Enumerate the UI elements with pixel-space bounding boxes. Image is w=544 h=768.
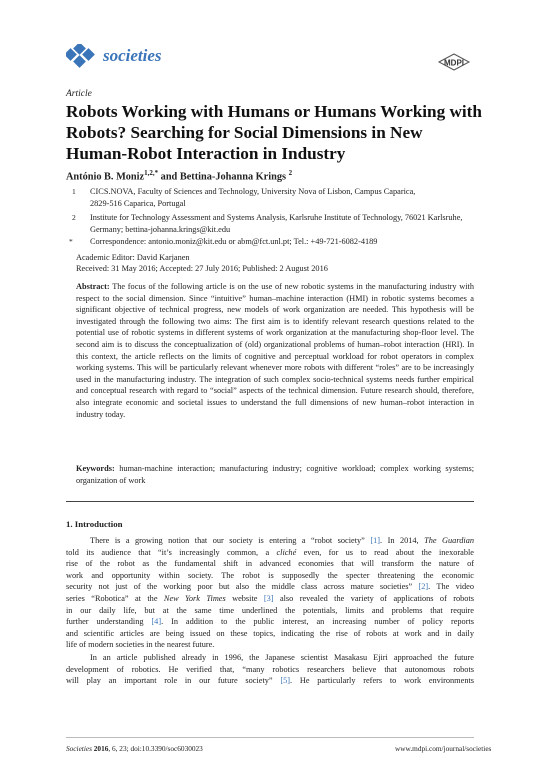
author-affiliation-mark: 1,2,* — [144, 169, 159, 177]
mdpi-logo-icon — [437, 52, 471, 73]
footer-url[interactable]: www.mdpi.com/journal/societies — [395, 744, 492, 753]
author-affiliation-mark: 2 — [288, 169, 293, 177]
affiliation-text: CICS.NOVA, Faculty of Sciences and Technology, University Nova of Lisbon, Campus Caparica, 2829-516 Caparica, Portugal — [90, 187, 416, 208]
citation-link[interactable]: [5] — [280, 676, 291, 686]
citation-link[interactable]: [2] — [418, 582, 429, 592]
author-separator: and — [158, 171, 180, 183]
abstract-label: Abstract: — [76, 282, 110, 291]
footer-citation: Societies 2016, 6, 23; doi:10.3390/soc6030023 — [66, 744, 203, 753]
abstract — [76, 281, 474, 420]
citation-link[interactable]: [3] — [263, 593, 274, 603]
section-divider — [66, 501, 474, 502]
journal-name: societies — [103, 46, 162, 65]
author-list — [66, 169, 292, 182]
intro-paragraph: In an article published already in 1996, the Japanese scientist Masakasu Ejiri approached the future development of robotics. He verified that, “many robotics researchers believe that autonomous robots will play an important role in our future society” [5]. He particularly refers to work environments — [66, 653, 475, 686]
affiliation-mark: 2 — [72, 213, 76, 222]
paper-title: Robots Working with Humans or Humans Working with Robots? Searching for Social Dimensions in New Human-Robot Interaction in Industry — [66, 102, 482, 163]
keywords-label: Keywords: — [76, 464, 115, 473]
journal-logo-icon — [66, 44, 98, 70]
affiliation-mark: * — [69, 237, 73, 246]
academic-editor: Academic Editor: David Karjanen — [76, 253, 190, 262]
affiliation-mark: 1 — [72, 187, 76, 196]
citation-link[interactable]: [4] — [151, 617, 162, 627]
publication-dates: Received: 31 May 2016; Accepted: 27 July 2016; Published: 2 August 2016 — [76, 264, 328, 273]
author-name: Bettina-Johanna Krings — [179, 171, 286, 183]
abstract-text: The focus of the following article is on the use of new robotic systems in the manufacturing industry with respect to the social dimension. Since “intuitive” human–machine interaction (HMI) in robotic systems becomes a significant objective of technical progress, new models of work organization are needed. This hypothesis will be investigated through the following two aims: The first aim is to identify relevant research questions related to the potential use of robotic systems in different systems of work organization at the manufacturing shop-floor level. The second aim is to discuss the conceptualization of (old) organizational problems of human–robot interaction (HRI). In this context, the article reflects on the limits of cognitive and perceptual workload for robot operators in complex working systems. This will be particularly relevant whenever more robots with different “roles” are to be increasingly used in the manufacturing industry. The integration of such complex socio-technical systems needs further empirical and conceptual research with regard to “social” aspects of the technical dimension. Future research should, therefore, also integrate economic and societal issues to understand the full dimensions of new human–robot interaction in industry today. — [76, 282, 474, 419]
intro-paragraph: There is a growing notion that our society is entering a “robot society” [1]. In 2014, The Guardian told its audience that “it’s increasingly common, a cliché even, for us to read about the inexorable rise of the robot as the fundamental shift in advanced economies that will transform the nature of work and opportunity within society. The robot is supposedly the specter threatening the economic security not just of the working poor but also the middle class across mature societies” [2]. The video series “Robotica” at the New York Times website [3] also revealed the variety of applications of robots in our daily life, but at the same time underlined the potentials, limits and problems that require further understanding [4]. In addition to the public interest, an increasing number of policy reports and scientific articles are being issued on these topics, indicating the rise of robots at work and in daily life of modern societies in the nearest future. — [66, 536, 475, 650]
affiliation-text: Institute for Technology Assessment and Systems Analysis, Karlsruhe Institute of Technology, 76021 Karlsruhe, Germany; bettina-johanna.krings@kit.edu — [90, 213, 463, 234]
footer-divider — [66, 737, 474, 738]
section-heading: 1. Introduction — [66, 519, 123, 529]
citation-link[interactable]: [1] — [370, 536, 381, 545]
author-name: António B. Moniz — [66, 171, 145, 183]
svg-text:MDPI: MDPI — [444, 58, 464, 68]
keywords — [76, 463, 474, 486]
article-type: Article — [66, 89, 92, 99]
correspondence: Correspondence: antonio.moniz@kit.edu or abm@fct.unl.pt; Tel.: +49-721-6082-4189 — [90, 237, 378, 246]
keywords-text: human-machine interaction; manufacturing industry; cognitive workload; complex working systems; organization of work — [76, 464, 474, 485]
